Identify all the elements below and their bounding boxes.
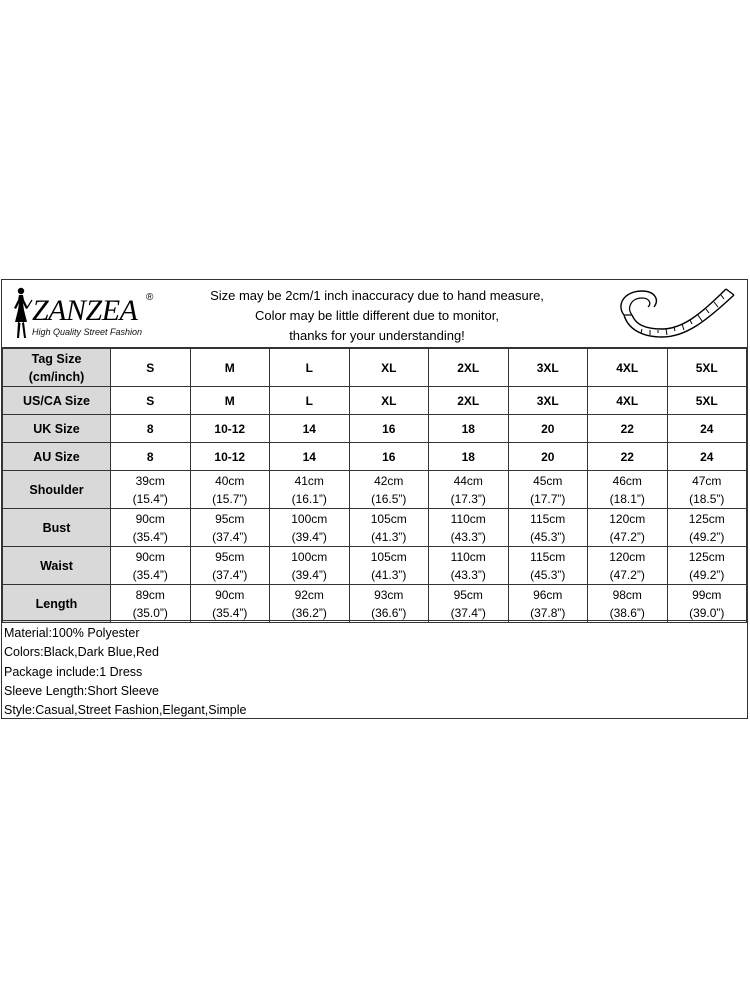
table-cell: 110cm (43.3”): [429, 547, 509, 585]
table-cell: 10-12: [190, 443, 270, 471]
table-cell: 14: [270, 415, 350, 443]
table-cell: 125cm (49.2”): [667, 547, 747, 585]
table-cell: 115cm (45.3”): [508, 547, 588, 585]
detail-package: Package include:1 Dress: [4, 664, 143, 679]
table-row-tag-size: [3, 349, 747, 387]
table-cell: 3XL: [508, 387, 588, 415]
row-header-uk: UK Size: [3, 415, 111, 443]
row-header-us-ca: US/CA Size: [3, 387, 111, 415]
table-row-waist: [3, 547, 747, 585]
detail-sleeve-length: Sleeve Length:Short Sleeve: [4, 683, 159, 698]
table-cell: XL: [349, 387, 429, 415]
table-cell: 99cm (39.0”): [667, 585, 747, 623]
notice-line-1: Size may be 2cm/1 inch inaccuracy due to hand measure,: [210, 288, 544, 303]
product-details: [2, 620, 747, 720]
table-cell: XL: [349, 349, 429, 387]
table-cell: 120cm (47.2”): [588, 509, 668, 547]
table-cell: 90cm (35.4”): [190, 585, 270, 623]
row-header-au: AU Size: [3, 443, 111, 471]
table-cell: 18: [429, 415, 509, 443]
table-cell: 24: [667, 415, 747, 443]
table-cell: 115cm (45.3”): [508, 509, 588, 547]
table-cell: 92cm (36.2”): [270, 585, 350, 623]
measuring-tape-icon: [614, 285, 740, 343]
row-header-length: Length: [3, 585, 111, 623]
table-cell: 8: [111, 443, 191, 471]
table-cell: M: [190, 387, 270, 415]
table-cell: 16: [349, 443, 429, 471]
brand-logo: [6, 286, 166, 344]
table-cell: 2XL: [429, 349, 509, 387]
size-table: [2, 348, 747, 623]
table-cell: 105cm (41.3”): [349, 547, 429, 585]
table-cell: 89cm (35.0”): [111, 585, 191, 623]
size-chart-sheet: [1, 279, 748, 719]
table-cell: L: [270, 387, 350, 415]
table-cell: 95cm (37.4”): [190, 509, 270, 547]
registered-mark: ®: [146, 292, 154, 303]
table-cell: S: [111, 387, 191, 415]
table-cell: 46cm (18.1”): [588, 471, 668, 509]
table-row-uk: [3, 415, 747, 443]
brand-tagline: High Quality Street Fashion: [32, 327, 143, 337]
table-cell: 93cm (36.6”): [349, 585, 429, 623]
table-cell: 95cm (37.4”): [190, 547, 270, 585]
table-cell: 41cm (16.1”): [270, 471, 350, 509]
table-row-au: [3, 443, 747, 471]
table-row-length: [3, 585, 747, 623]
table-cell: 10-12: [190, 415, 270, 443]
table-cell: 20: [508, 415, 588, 443]
table-cell: 110cm (43.3”): [429, 509, 509, 547]
table-cell: 20: [508, 443, 588, 471]
table-cell: 3XL: [508, 349, 588, 387]
table-cell: 14: [270, 443, 350, 471]
notice-line-2: Color may be little different due to monitor,: [255, 308, 499, 323]
table-cell: 18: [429, 443, 509, 471]
table-cell: 42cm (16.5”): [349, 471, 429, 509]
table-cell: 96cm (37.8”): [508, 585, 588, 623]
detail-material: Material:100% Polyester: [4, 626, 140, 640]
table-cell: S: [111, 349, 191, 387]
table-cell: 5XL: [667, 349, 747, 387]
table-cell: 40cm (15.7”): [190, 471, 270, 509]
table-cell: 47cm (18.5”): [667, 471, 747, 509]
measurement-notice: [172, 286, 582, 346]
table-cell: 125cm (49.2”): [667, 509, 747, 547]
table-cell: 22: [588, 443, 668, 471]
table-cell: 98cm (38.6”): [588, 585, 668, 623]
table-cell: 120cm (47.2”): [588, 547, 668, 585]
row-header-bust: Bust: [3, 509, 111, 547]
row-header-waist: Waist: [3, 547, 111, 585]
table-cell: L: [270, 349, 350, 387]
row-header-tag-size: Tag Size (cm/inch): [3, 349, 111, 387]
table-row-us-ca: [3, 387, 747, 415]
chart-header: [2, 280, 747, 348]
detail-style: Style:Casual,Street Fashion,Elegant,Simple: [4, 703, 247, 718]
table-cell: 8: [111, 415, 191, 443]
table-cell: 95cm (37.4”): [429, 585, 509, 623]
table-row-shoulder: [3, 471, 747, 509]
table-cell: 4XL: [588, 387, 668, 415]
table-cell: M: [190, 349, 270, 387]
table-cell: 45cm (17.7”): [508, 471, 588, 509]
table-cell: 100cm (39.4”): [270, 547, 350, 585]
table-cell: 22: [588, 415, 668, 443]
table-cell: 90cm (35.4”): [111, 547, 191, 585]
table-cell: 44cm (17.3”): [429, 471, 509, 509]
table-cell: 39cm (15.4”): [111, 471, 191, 509]
table-cell: 2XL: [429, 387, 509, 415]
table-cell: 90cm (35.4”): [111, 509, 191, 547]
table-cell: 105cm (41.3”): [349, 509, 429, 547]
row-header-shoulder: Shoulder: [3, 471, 111, 509]
fashion-model-icon: [8, 286, 34, 342]
table-row-bust: [3, 509, 747, 547]
table-cell: 16: [349, 415, 429, 443]
brand-name: ZANZEA: [32, 294, 138, 327]
detail-colors: Colors:Black,Dark Blue,Red: [4, 645, 159, 660]
notice-line-3: thanks for your understanding!: [289, 328, 465, 343]
table-cell: 4XL: [588, 349, 668, 387]
table-cell: 100cm (39.4”): [270, 509, 350, 547]
table-cell: 5XL: [667, 387, 747, 415]
table-cell: 24: [667, 443, 747, 471]
